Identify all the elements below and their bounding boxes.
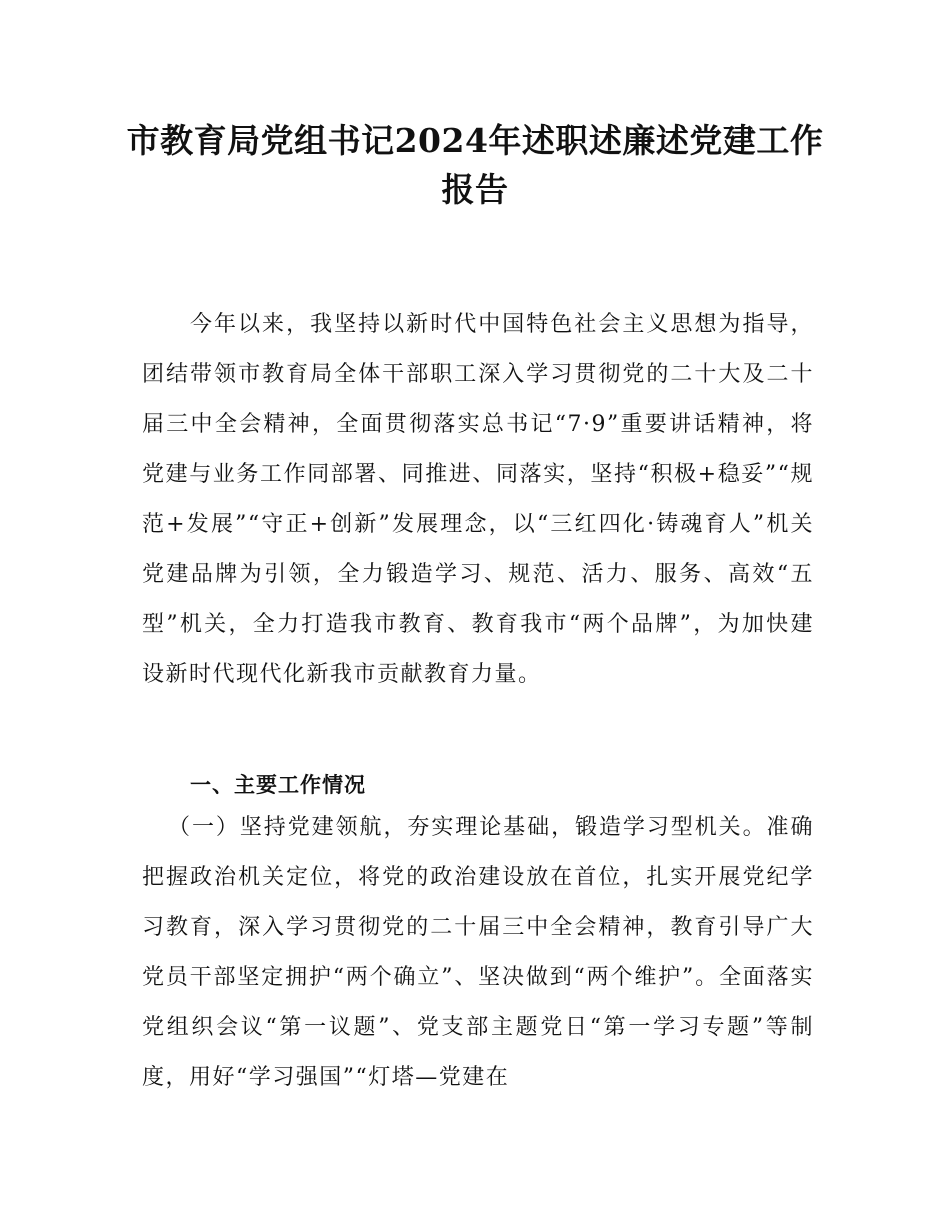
document-title: 市教育局党组书记2024年述职述廉述党建工作报告	[126, 121, 824, 209]
intro-paragraph: 今年以来，我坚持以新时代中国特色社会主义思想为指导，团结带领市教育局全体干部职工深入学习贯彻党的二十大及二十届三中全会精神，全面贯彻落实总书记“7·9”重要讲话精神，将党建与业务工作同部署、同推进、同落实，坚持“积极+稳妥”“规范+发展”“守正+创新”发展理念，以“三红四化·铸魂育人”机关党建品牌为引领，全力锻造学习、规范、活力、服务、高效“五型”机关，全力打造我市教育、教育我市“两个品牌”，为加快建设新时代现代化新我市贡献教育力量。	[142, 312, 814, 687]
section-paragraph-party-building: （一）坚持党建领航，夯实理论基础，锻造学习型机关。准确把握政治机关定位，将党的政治建设放在首位，扎实开展党纪学习教育，深入学习贯彻党的二十届三中全会精神，教育引导广大党员干部坚定拥护“两个确立”、坚决做到“两个维护”。全面落实党组织会议“第一议题”、党支部主题党日“第一学习专题”等制度，用好“学习强国”“灯塔—党建在	[142, 815, 814, 1090]
section-heading-main-work: 一、主要工作情况	[190, 773, 366, 797]
